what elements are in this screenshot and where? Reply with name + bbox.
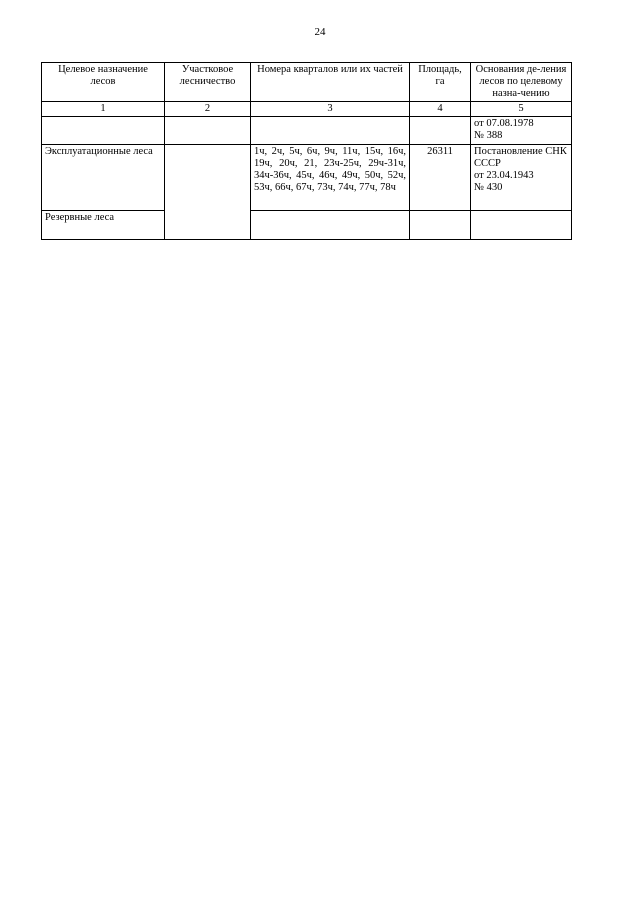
table-cell [42, 117, 165, 145]
header-basis: Основания де-ления лесов по целевому назна-чению [471, 63, 572, 102]
table-cell [410, 117, 471, 145]
area-cell: 26311 [410, 145, 471, 211]
column-number: 1 [42, 102, 165, 117]
area-cell [410, 211, 471, 240]
column-number-row [42, 102, 572, 117]
forest-purpose-table [41, 62, 572, 240]
header-area: Площадь, га [410, 63, 471, 102]
column-number: 2 [165, 102, 251, 117]
table-row-exploitation [42, 145, 572, 211]
column-number: 3 [251, 102, 410, 117]
header-district: Участковое лесничество [165, 63, 251, 102]
header-purpose: Целевое назначение лесов [42, 63, 165, 102]
header-quarters: Номера кварталов или их частей [251, 63, 410, 102]
quarters-cell: 1ч, 2ч, 5ч, 6ч, 9ч, 11ч, 15ч, 16ч, 19ч, 20ч, 21, 23ч-25ч, 29ч-31ч, 34ч-36ч, 45ч, 46ч, 49ч, 50ч, 52ч, 53ч, 66ч, 67ч, 73ч, 74ч, 77ч, 78ч [251, 145, 410, 211]
table-cell [165, 117, 251, 145]
table-cell [251, 117, 410, 145]
district-cell [165, 145, 251, 240]
table-header-row [42, 63, 572, 102]
table-row-reserve [42, 211, 572, 240]
column-number: 5 [471, 102, 572, 117]
basis-cell [471, 211, 572, 240]
table-row-continuation [42, 117, 572, 145]
purpose-cell: Резервные леса [42, 211, 165, 240]
column-number: 4 [410, 102, 471, 117]
quarters-cell [251, 211, 410, 240]
page-number: 24 [314, 26, 326, 38]
basis-cell: от 07.08.1978 № 388 [471, 117, 572, 145]
purpose-cell: Эксплуатационные леса [42, 145, 165, 211]
basis-cell: Постановление СНК СССР от 23.04.1943 № 430 [471, 145, 572, 211]
